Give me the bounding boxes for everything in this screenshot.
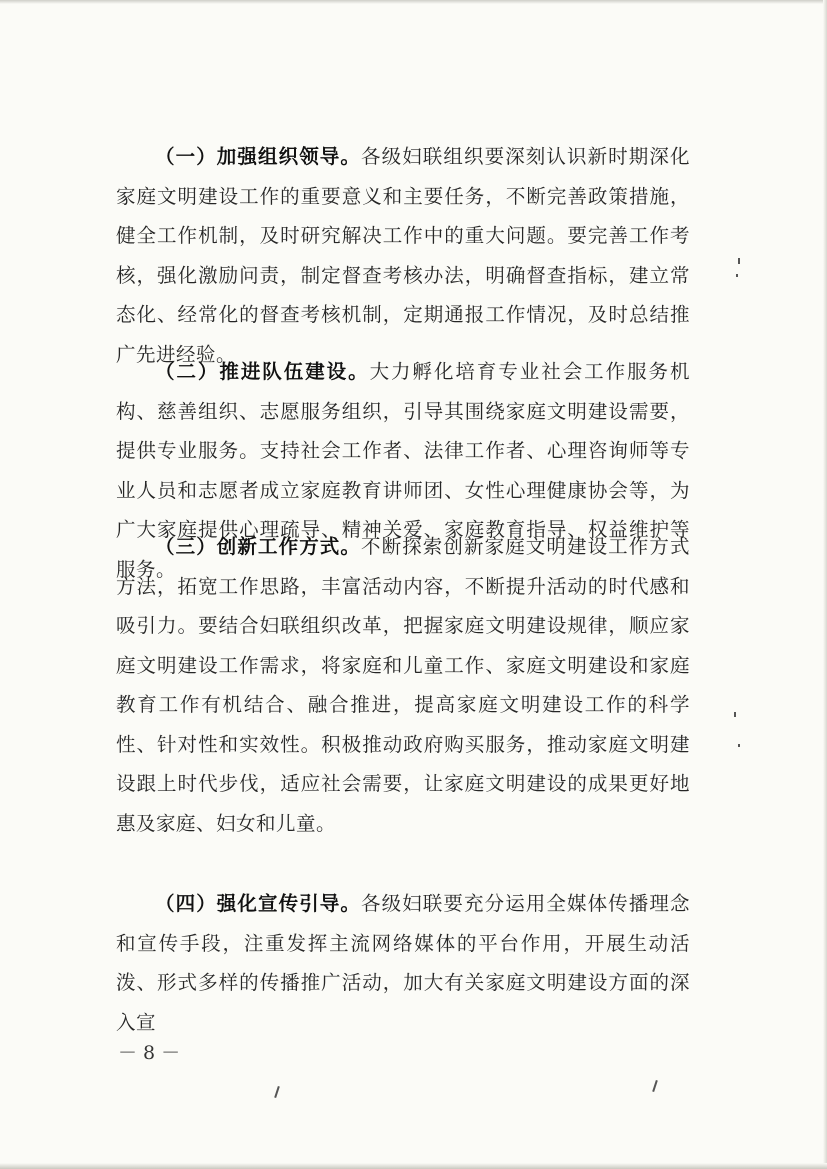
scan-speck [734,712,736,717]
paragraph-organizational-leadership [116,137,690,374]
scan-speck [274,1086,280,1098]
scan-edge-right [823,0,827,1169]
scan-edge-top [0,0,827,4]
paragraph-heading: （四）强化宣传引导。 [155,892,361,915]
paragraph-publicity-guidance [116,884,690,1042]
paragraph-body: 各级妇联要充分运用全媒体传播理念和宣传手段，注重发挥主流网络媒体的平台作用，开展生动活泼、形式多样的传播推广活动，加大有关家庭文明建设方面的深入宣 [116,892,690,1034]
paragraph-heading: （一）加强组织领导。 [155,145,361,168]
paragraph-body: 各级妇联组织要深刻认识新时期深化家庭文明建设工作的重要意义和主要任务，不断完善政策措施，健全工作机制，及时研究解决工作中的重大问题。要完善工作考核，强化激励问责，制定督查考核办法，明确督查指标，建立常态化、经常化的督查考核机制，定期通报工作情况，及时总结推广先进经验。 [116,145,690,366]
paragraph-body: 不断探索创新家庭文明建设工作方式方法，拓宽工作思路，丰富活动内容，不断提升活动的时代感和吸引力。要结合妇联组织改革，把握家庭文明建设规律，顺应家庭文明建设工作需求，将家庭和儿童工作、家庭文明建设和家庭教育工作有机结合、融合推进，提高家庭文明建设工作的科学性、针对性和实效性。积极推动政府购买服务，推动家庭文明建设跟上时代步伐，适应社会需要，让家庭文明建设的成果更好地惠及家庭、妇女和儿童。 [116,535,690,835]
paragraph-innovate-work-methods [116,527,690,843]
page-number: － 8 － [118,1042,181,1064]
scan-speck [652,1080,658,1092]
scan-speck [736,274,738,277]
paragraph-body: 大力孵化培育专业社会工作服务机构、慈善组织、志愿服务组织，引导其围绕家庭文明建设需要，提供专业服务。支持社会工作者、法律工作者、心理咨询师等专业人员和志愿者成立家庭教育讲师团、女性心理健康协会等，为广大家庭提供心理疏导、精神关爱、家庭教育指导、权益维护等服务。 [116,360,690,581]
scan-speck [738,744,740,747]
paragraph-heading: （三）创新工作方式。 [155,535,361,558]
paragraph-heading: （二）推进队伍建设。 [155,360,370,383]
scan-speck [738,258,740,264]
scan-edge-bottom [0,1163,827,1169]
